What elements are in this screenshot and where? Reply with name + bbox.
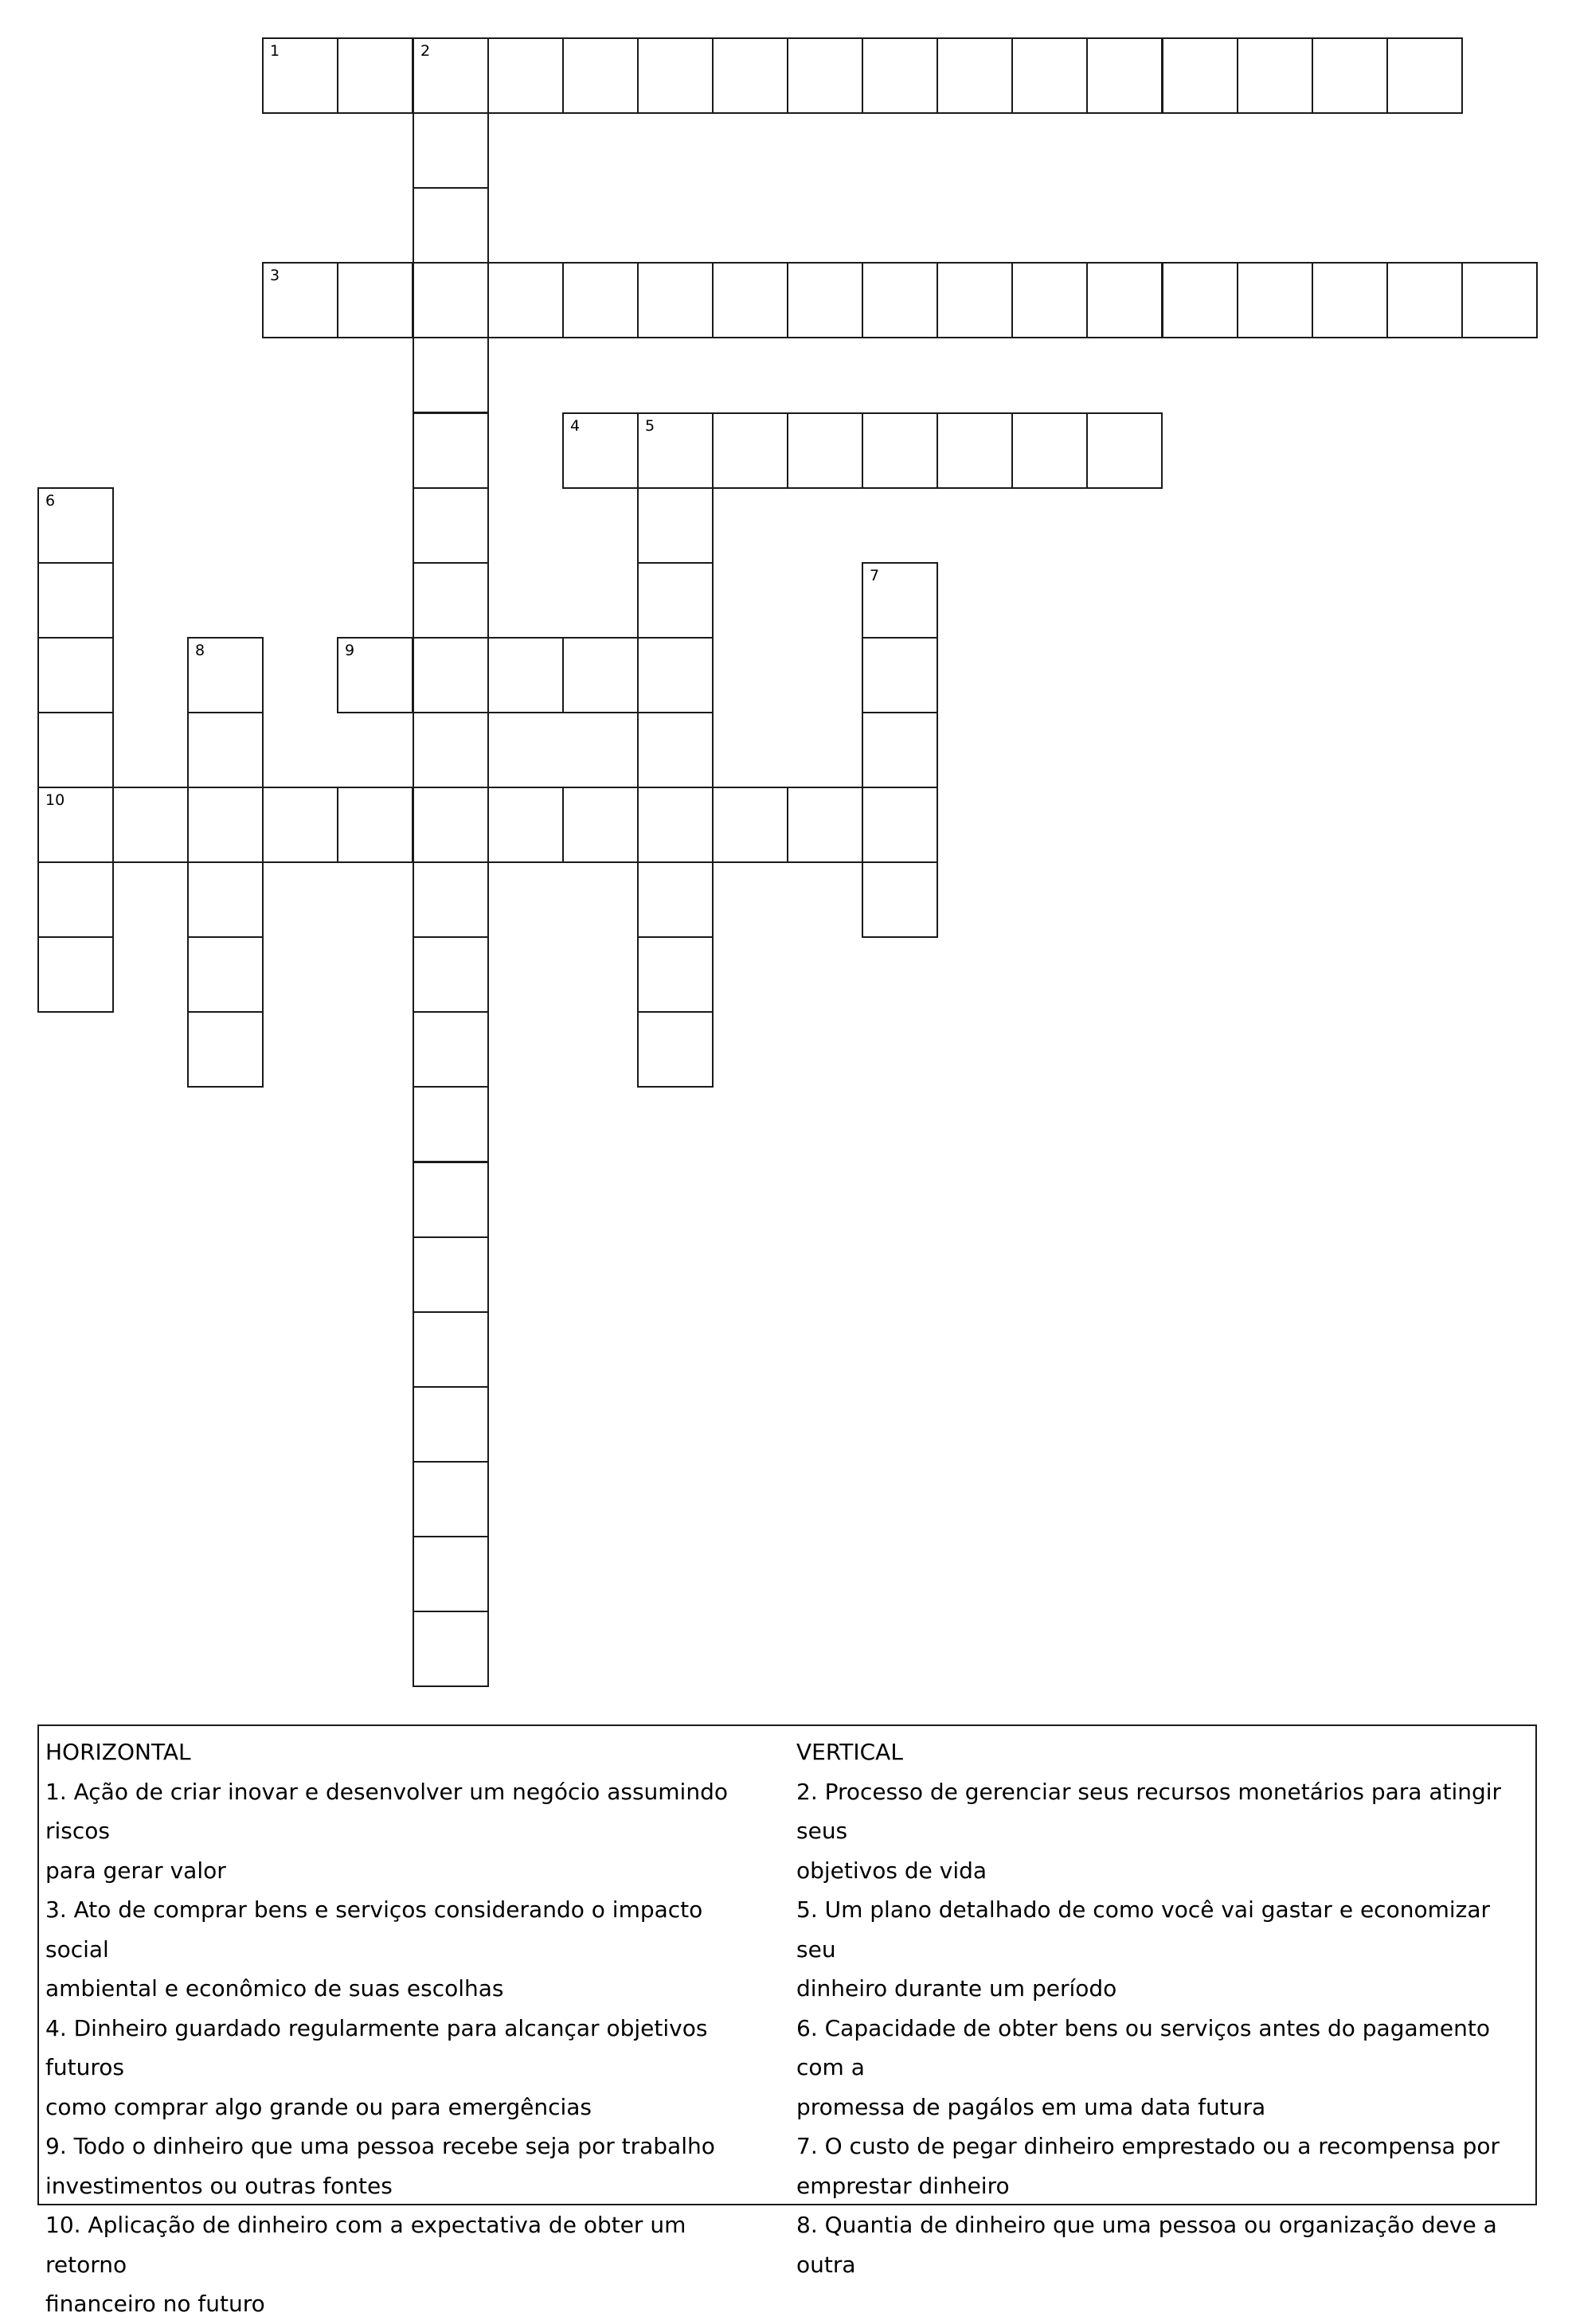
crossword-cell[interactable] [337, 787, 413, 863]
crossword-cell[interactable] [637, 787, 714, 863]
clue-line: ambiental e econômico de suas escolhas [45, 1975, 504, 2002]
crossword-cell[interactable] [487, 37, 564, 114]
crossword-cell[interactable] [862, 562, 938, 639]
crossword-cell[interactable] [562, 262, 639, 338]
clue-line: 2. Processo de gerenciar seus recursos monetários para atingir seus [796, 1778, 1502, 1844]
crossword-cell[interactable] [1312, 37, 1388, 114]
crossword-cell[interactable] [637, 712, 714, 788]
crossword-cell[interactable] [1312, 262, 1388, 338]
crossword-cell[interactable] [413, 562, 489, 639]
crossword-cell[interactable] [37, 936, 114, 1013]
crossword-cell[interactable] [787, 262, 863, 338]
clue-line: 9. Todo o dinheiro que uma pessoa recebe seja por trabalho [45, 2133, 715, 2159]
crossword-cell[interactable] [937, 262, 1013, 338]
crossword-cell[interactable] [337, 37, 413, 114]
crossword-cell[interactable] [562, 637, 639, 713]
crossword-cell[interactable] [637, 487, 714, 564]
crossword-cell[interactable] [1162, 37, 1238, 114]
crossword-cell[interactable] [413, 637, 489, 713]
crossword-cell[interactable] [1162, 262, 1238, 338]
clue-number: 7 [870, 567, 880, 584]
crossword-cell[interactable] [1086, 37, 1163, 114]
crossword-cell[interactable] [637, 936, 714, 1013]
clue-number: 10 [45, 791, 65, 809]
clue-number: 2 [420, 42, 431, 60]
crossword-cell[interactable] [637, 412, 714, 489]
crossword-cell[interactable] [862, 712, 938, 788]
crossword-cell[interactable] [413, 712, 489, 788]
crossword-cell[interactable] [937, 37, 1013, 114]
crossword-cell[interactable] [413, 1162, 489, 1238]
clue-number: 6 [45, 492, 56, 510]
crossword-cell[interactable] [413, 37, 489, 114]
clue-number: 5 [645, 417, 655, 435]
clue-line: 10. Aplicação de dinheiro com a expectativa de obter um retorno [45, 2212, 686, 2278]
crossword-cell[interactable] [413, 1236, 489, 1313]
clue-line: 5. Um plano detalhado de como você vai gastar e economizar seu [796, 1896, 1491, 1963]
crossword-cell[interactable] [413, 187, 489, 264]
crossword-cell[interactable] [787, 412, 863, 489]
crossword-cell[interactable] [413, 1386, 489, 1463]
crossword-cell[interactable] [37, 562, 114, 639]
crossword-cell[interactable] [787, 37, 863, 114]
clue-line: dinheiro durante um período [796, 1975, 1117, 2002]
crossword-cell[interactable] [712, 412, 788, 489]
clue-number: 9 [345, 642, 355, 659]
crossword-cell[interactable] [712, 262, 788, 338]
clue-line: 1. Ação de criar inovar e desenvolver um negócio assumindo riscos [45, 1778, 728, 1844]
crossword-cell[interactable] [862, 412, 938, 489]
crossword-cell[interactable] [337, 262, 413, 338]
crossword-cell[interactable] [413, 487, 489, 564]
clue-line: como comprar algo grande ou para emergências [45, 2093, 592, 2120]
crossword-cell[interactable] [862, 262, 938, 338]
crossword-cell[interactable] [37, 861, 114, 938]
crossword-cell[interactable] [413, 412, 489, 489]
crossword-cell[interactable] [1011, 412, 1088, 489]
crossword-cell[interactable] [187, 936, 264, 1013]
crossword-cell[interactable] [862, 861, 938, 938]
clue-line: 7. O custo de pegar dinheiro emprestado ou a recompensa por [796, 2133, 1500, 2159]
crossword-cell[interactable] [337, 637, 413, 713]
crossword-cell[interactable] [1461, 262, 1538, 338]
clue-line: 6. Capacidade de obter bens ou serviços antes do pagamento com a [796, 2014, 1491, 2080]
crossword-cell[interactable] [562, 412, 639, 489]
clue-line: promessa de pagálos em uma data futura [796, 2093, 1266, 2120]
clue-line: financeiro no futuro [45, 2291, 265, 2317]
crossword-cell[interactable] [1386, 262, 1463, 338]
crossword-cell[interactable] [562, 787, 639, 863]
crossword-cell[interactable] [413, 1536, 489, 1612]
clue-number: 1 [270, 42, 280, 60]
crossword-cell[interactable] [637, 861, 714, 938]
crossword-cell[interactable] [1386, 37, 1463, 114]
crossword-cell[interactable] [487, 637, 564, 713]
crossword-cell[interactable] [1011, 262, 1088, 338]
crossword-cell[interactable] [413, 861, 489, 938]
crossword-cell[interactable] [413, 1011, 489, 1088]
horizontal-clues [45, 1732, 762, 2324]
crossword-cell[interactable] [187, 861, 264, 938]
clue-line: emprestar dinheiro [796, 2172, 1010, 2199]
crossword-cell[interactable] [637, 262, 714, 338]
crossword-cell[interactable] [262, 262, 338, 338]
crossword-cell[interactable] [637, 637, 714, 713]
crossword-cell[interactable] [37, 712, 114, 788]
crossword-cell[interactable] [712, 787, 788, 863]
crossword-cell[interactable] [262, 787, 338, 863]
crossword-cell[interactable] [112, 787, 189, 863]
crossword-cell[interactable] [637, 37, 714, 114]
vertical-clues [796, 1732, 1513, 2284]
crossword-cell[interactable] [937, 412, 1013, 489]
crossword-cell[interactable] [787, 787, 863, 863]
crossword-cell[interactable] [1086, 412, 1163, 489]
crossword-cell[interactable] [413, 787, 489, 863]
crossword-cell[interactable] [1237, 262, 1313, 338]
clue-box [37, 1724, 1537, 2317]
crossword-cell[interactable] [187, 1011, 264, 1088]
crossword-cell[interactable] [487, 262, 564, 338]
crossword-cell[interactable] [1237, 37, 1313, 114]
crossword-cell[interactable] [413, 112, 489, 189]
crossword-cell[interactable] [413, 262, 489, 338]
clue-line: 4. Dinheiro guardado regularmente para alcançar objetivos futuros [45, 2014, 708, 2080]
clue-line: 8. Quantia de dinheiro que uma pessoa ou organização deve a outra [796, 2212, 1497, 2278]
crossword-cell[interactable] [1086, 262, 1163, 338]
crossword-cell[interactable] [712, 37, 788, 114]
crossword-cell[interactable] [262, 37, 338, 114]
crossword-cell[interactable] [37, 487, 114, 564]
crossword-cell[interactable] [37, 637, 114, 713]
crossword-cell[interactable] [413, 1311, 489, 1388]
crossword-cell[interactable] [862, 637, 938, 713]
clue-line: 3. Ato de comprar bens e serviços considerando o impacto social [45, 1896, 703, 1963]
vertical-heading: VERTICAL [796, 1739, 903, 1765]
crossword-cell[interactable] [862, 787, 938, 863]
crossword-cell[interactable] [413, 1461, 489, 1537]
crossword-cell[interactable] [413, 1086, 489, 1162]
crossword-cell[interactable] [187, 712, 264, 788]
clue-number: 8 [195, 642, 205, 659]
crossword-cell[interactable] [862, 37, 938, 114]
clue-number: 4 [570, 417, 581, 435]
crossword-cell[interactable] [413, 1611, 489, 1687]
crossword-cell[interactable] [187, 787, 264, 863]
clue-line: para gerar valor [45, 1857, 226, 1884]
crossword-cell[interactable] [37, 787, 114, 863]
crossword-cell[interactable] [413, 936, 489, 1013]
crossword-cell[interactable] [637, 562, 714, 639]
crossword-cell[interactable] [1011, 37, 1088, 114]
crossword-cell[interactable] [637, 1011, 714, 1088]
crossword-cell[interactable] [562, 37, 639, 114]
crossword-cell[interactable] [187, 637, 264, 713]
clue-line: investimentos ou outras fontes [45, 2172, 393, 2199]
clue-number: 3 [270, 267, 280, 284]
clue-line: objetivos de vida [796, 1857, 987, 1884]
crossword-cell[interactable] [487, 787, 564, 863]
horizontal-heading: HORIZONTAL [45, 1739, 191, 1765]
crossword-cell[interactable] [413, 337, 489, 413]
